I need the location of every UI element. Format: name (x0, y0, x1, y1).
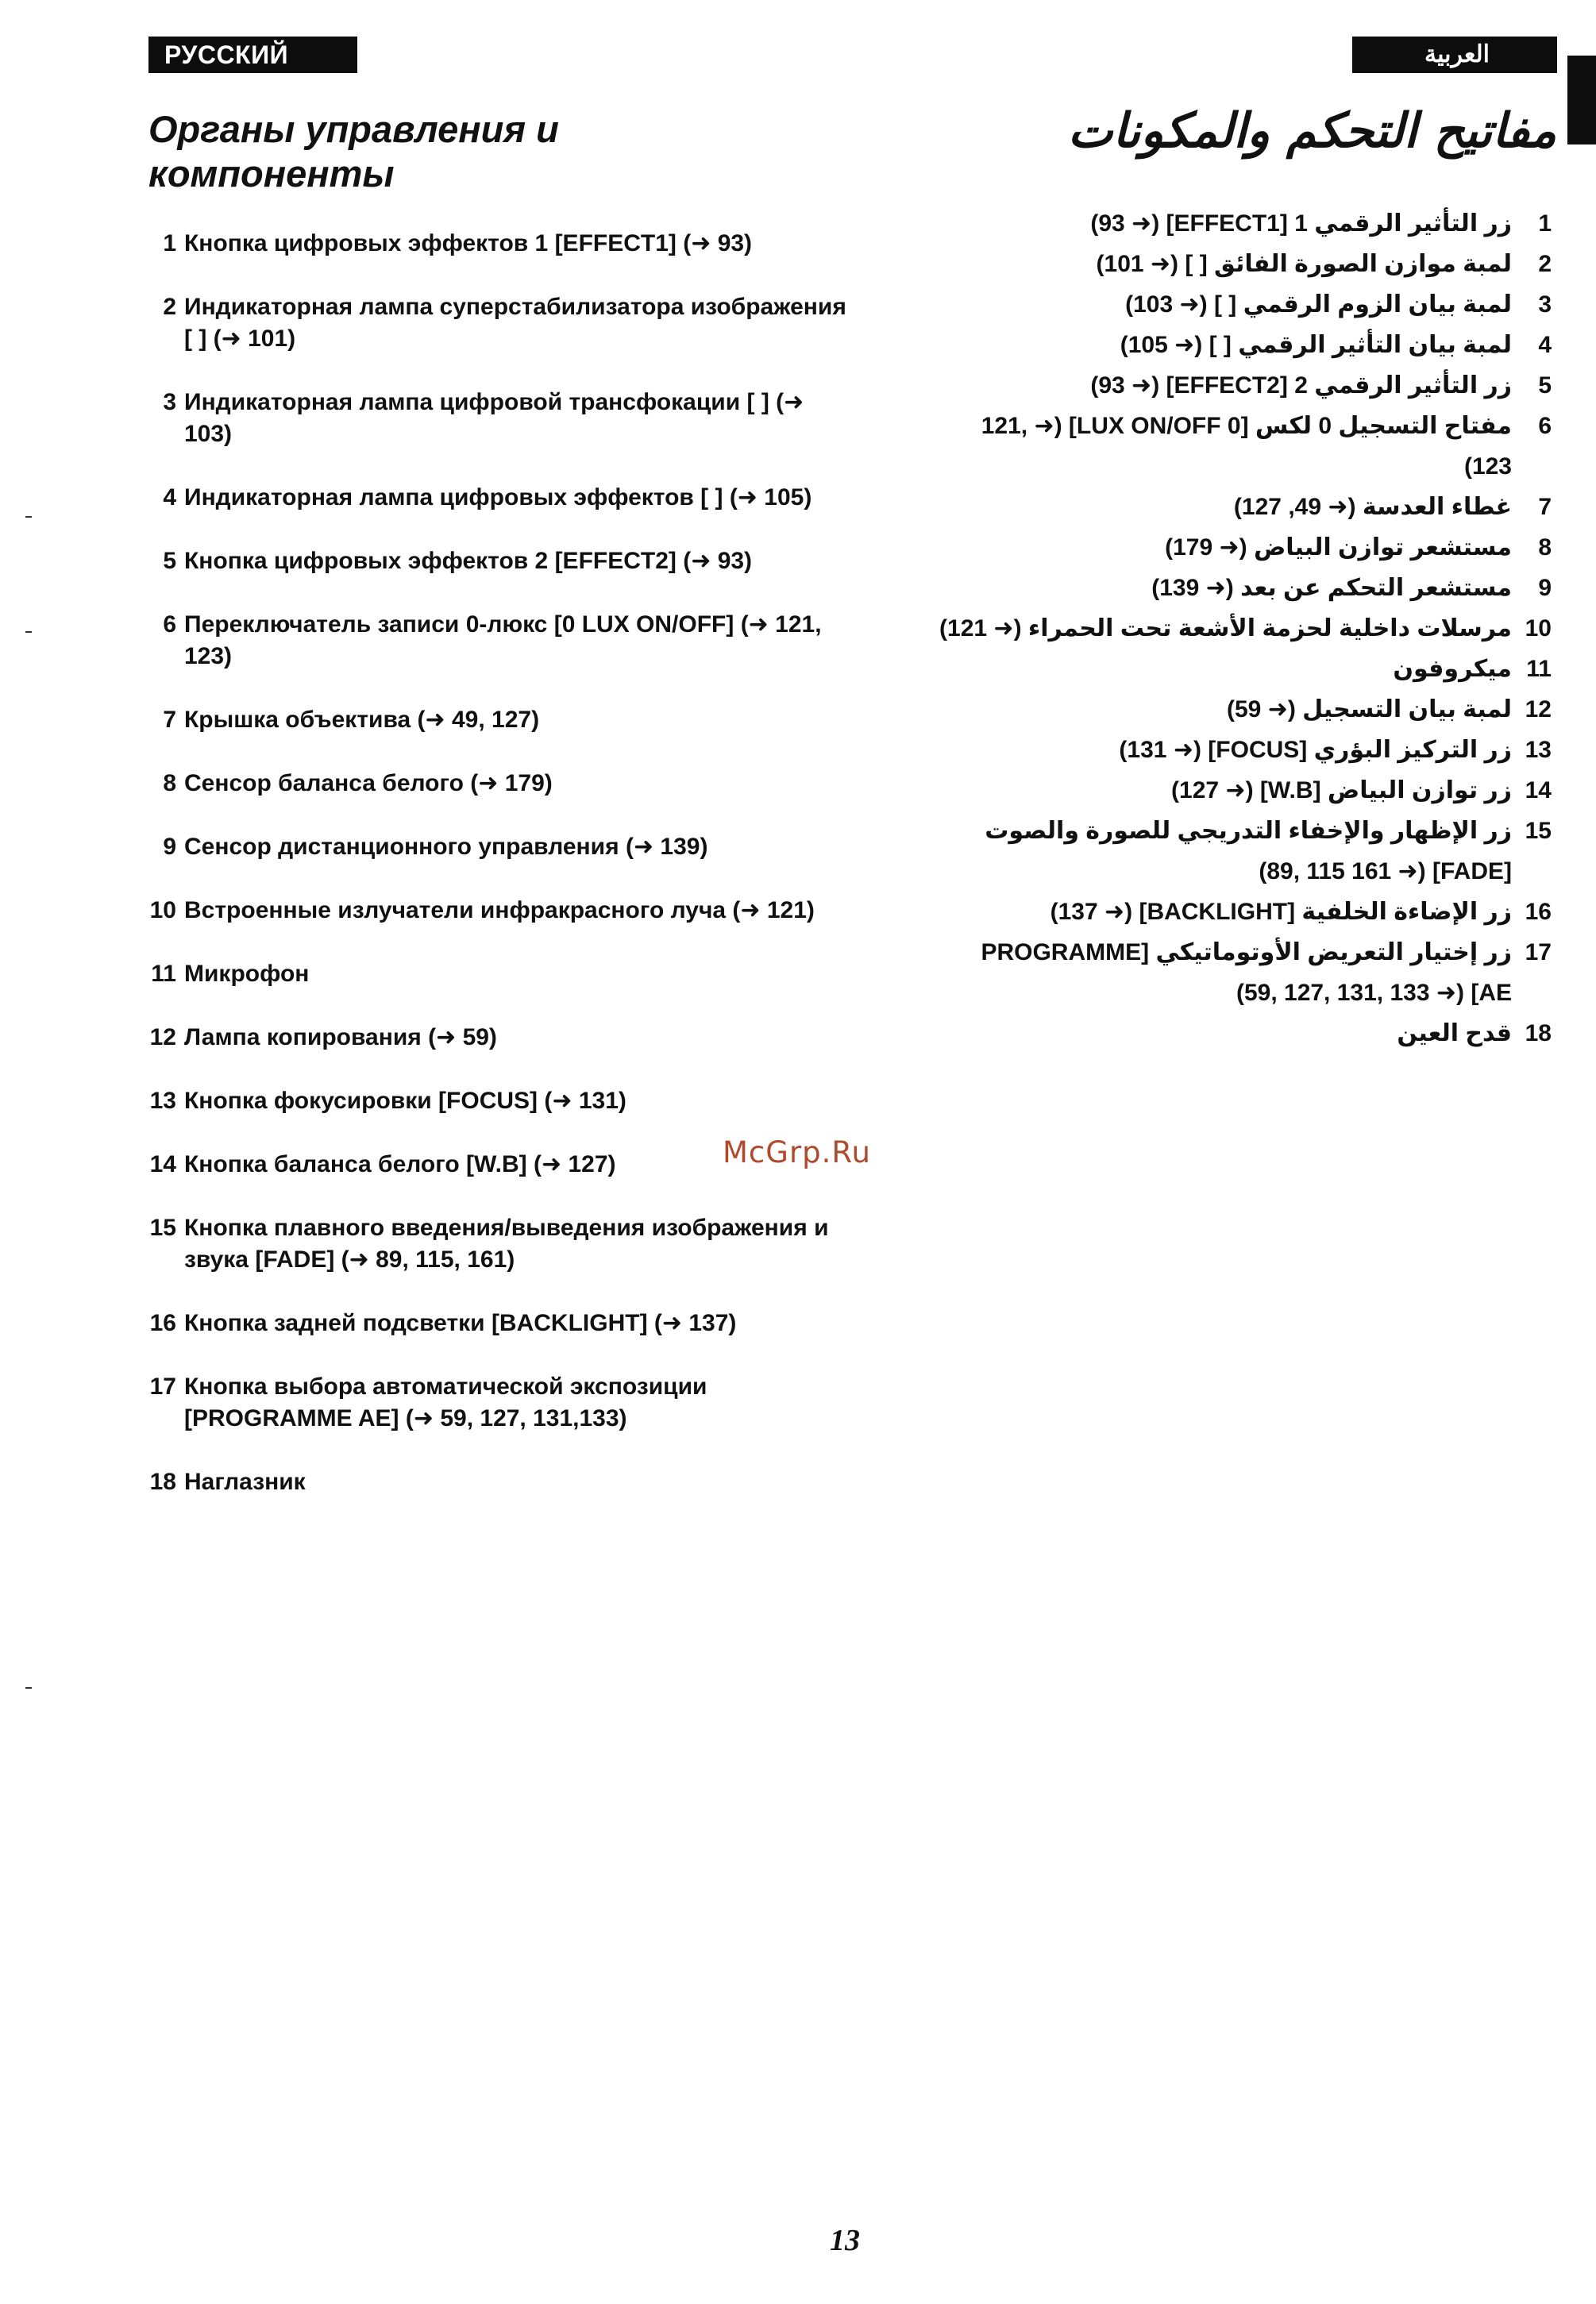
item-number: 13 (149, 1088, 176, 1114)
list-item (143, 291, 858, 355)
item-number: 18 (149, 1469, 176, 1495)
item-number: 7 (1538, 494, 1552, 520)
list-item (937, 487, 1552, 527)
language-badge-arabic: العربية (1352, 37, 1557, 73)
item-number: 8 (163, 770, 176, 796)
item-text: Индикаторная лампа цифровой трансфокации [ ] (➜ 103) (184, 389, 804, 447)
item-number: 5 (163, 548, 176, 574)
item-text: Кнопка фокусировки [FOCUS] (➜ 131) (184, 1088, 626, 1114)
russian-component-list (143, 228, 858, 1498)
list-item (143, 1085, 858, 1117)
list-item (937, 730, 1552, 770)
list-item (937, 1013, 1552, 1054)
list-item (143, 1212, 858, 1276)
item-text: لمبة بيان الزوم الرقمي [ ] (➜ 103) (1125, 291, 1512, 318)
page-number: 13 (830, 2224, 860, 2257)
list-item (937, 527, 1552, 568)
margin-tick (25, 1687, 32, 1689)
item-text: مفتاح التسجيل 0 لكس [0 LUX ON/OFF] (➜ 121, 123) (981, 413, 1512, 480)
item-text: لمبة موازن الصورة الفائق [ ] (➜ 101) (1096, 251, 1512, 277)
list-item (143, 387, 858, 450)
list-item (937, 325, 1552, 365)
item-number: 14 (1525, 777, 1552, 803)
list-item (937, 649, 1552, 689)
item-number: 11 (151, 961, 176, 987)
item-number: 10 (149, 897, 176, 923)
item-text: مستشعر توازن البياض (➜ 179) (1165, 534, 1512, 561)
item-number: 16 (1525, 899, 1552, 925)
item-text: زر التأثير الرقمي 2 [EFFECT2] (➜ 93) (1090, 372, 1512, 399)
item-number: 17 (1525, 939, 1552, 965)
item-text: Крышка объектива (➜ 49, 127) (184, 707, 540, 733)
list-item (937, 689, 1552, 730)
item-text: لمبة بيان التسجيل (➜ 59) (1226, 696, 1512, 722)
list-item (937, 244, 1552, 284)
item-text: Кнопка баланса белого [W.B] (➜ 127) (184, 1151, 616, 1177)
item-text: زر التأثير الرقمي 1 [EFFECT1] (➜ 93) (1090, 210, 1512, 237)
item-text: ميكروفون (1393, 656, 1512, 682)
item-text: غطاء العدسة (➜ 49, 127) (1233, 494, 1512, 520)
list-item (143, 609, 858, 672)
item-number: 1 (1538, 210, 1552, 237)
list-item (937, 932, 1552, 1013)
list-item (937, 284, 1552, 325)
item-number: 18 (1525, 1020, 1552, 1046)
item-text: Лампа копирования (➜ 59) (184, 1024, 497, 1050)
item-number: 12 (1525, 696, 1552, 722)
list-item (937, 406, 1552, 487)
item-number: 10 (1525, 615, 1552, 641)
list-item (143, 768, 858, 799)
list-item (143, 545, 858, 577)
item-text: Микрофон (184, 961, 310, 987)
item-number: 1 (163, 230, 176, 256)
item-text: Кнопка плавного введения/выведения изображения и звука [FADE] (➜ 89, 115, 161) (184, 1215, 829, 1273)
list-item (937, 892, 1552, 932)
list-item (143, 1371, 858, 1435)
item-text: زر إختيار التعريض الأوتوماتيكي [PROGRAMME AE] (➜ 59, 127, 131, 133) (981, 939, 1512, 1006)
item-number: 7 (163, 707, 176, 733)
edge-tab-marker (1567, 56, 1596, 144)
item-number: 15 (149, 1215, 176, 1241)
item-text: زر الإضاءة الخلفية [BACKLIGHT] (➜ 137) (1050, 899, 1512, 925)
list-item (937, 568, 1552, 608)
item-text: Кнопка цифровых эффектов 2 [EFFECT2] (➜ 93) (184, 548, 753, 574)
arabic-component-list (937, 203, 1552, 1054)
list-item (937, 811, 1552, 892)
page-title-russian: Органы управления и компоненты (148, 108, 559, 195)
item-text: Кнопка задней подсветки [BACKLIGHT] (➜ 137) (184, 1310, 737, 1336)
item-text: زر التركيز البؤري [FOCUS] (➜ 131) (1119, 737, 1512, 763)
item-number: 9 (163, 834, 176, 860)
list-item (143, 1022, 858, 1054)
item-text: Наглазник (184, 1469, 306, 1495)
list-item (937, 203, 1552, 244)
item-number: 3 (1538, 291, 1552, 318)
item-number: 12 (149, 1024, 176, 1050)
item-number: 2 (163, 294, 176, 320)
list-item (937, 608, 1552, 649)
item-number: 9 (1538, 575, 1552, 601)
list-item (937, 770, 1552, 811)
item-text: زر الإظهار والإخفاء التدريجي للصورة والصوت [FADE] (➜ 89, 115 161) (985, 818, 1512, 884)
item-text: Сенсор дистанционного управления (➜ 139) (184, 834, 708, 860)
list-item (143, 482, 858, 514)
item-text: Встроенные излучатели инфракрасного луча (➜ 121) (184, 897, 815, 923)
item-number: 13 (1525, 737, 1552, 763)
margin-tick (25, 631, 32, 633)
item-number: 6 (1538, 413, 1552, 439)
item-number: 8 (1538, 534, 1552, 561)
item-text: مرسلات داخلية لحزمة الأشعة تحت الحمراء (➜ 121) (939, 615, 1512, 641)
item-number: 4 (163, 484, 176, 511)
item-text: Переключатель записи 0-люкс [0 LUX ON/OFF] (➜ 121, 123) (184, 611, 822, 669)
item-number: 14 (149, 1151, 176, 1177)
list-item (143, 958, 858, 990)
page-title-arabic: مفاتيح التحكم والمكونات (1067, 103, 1556, 159)
item-number: 2 (1538, 251, 1552, 277)
item-text: Кнопка цифровых эффектов 1 [EFFECT1] (➜ 93) (184, 230, 753, 256)
list-item (143, 895, 858, 927)
list-item (143, 831, 858, 863)
item-text: Индикаторная лампа цифровых эффектов [ ] (➜ 105) (184, 484, 812, 511)
item-number: 16 (149, 1310, 176, 1336)
watermark: McGrp.Ru (723, 1135, 871, 1169)
list-item (937, 365, 1552, 406)
item-text: Индикаторная лампа суперстабилизатора изображения [ ] (➜ 101) (184, 294, 846, 352)
item-text: لمبة بيان التأثير الرقمي [ ] (➜ 105) (1120, 332, 1512, 358)
item-text: Кнопка выбора автоматической экспозиции [PROGRAMME AE] (➜ 59, 127, 131,133) (184, 1374, 707, 1431)
item-number: 5 (1538, 372, 1552, 399)
language-badge-russian: РУССКИЙ ЯЗЫК (148, 37, 357, 73)
item-number: 6 (163, 611, 176, 638)
item-number: 15 (1525, 818, 1552, 844)
item-number: 3 (163, 389, 176, 415)
margin-tick (25, 516, 32, 518)
item-text: مستشعر التحكم عن بعد (➜ 139) (1151, 575, 1512, 601)
list-item (143, 1466, 858, 1498)
list-item (143, 228, 858, 260)
list-item (143, 1308, 858, 1339)
item-number: 4 (1538, 332, 1552, 358)
item-number: 17 (149, 1374, 176, 1400)
item-number: 11 (1526, 656, 1552, 682)
item-text: زر توازن البياض [W.B] (➜ 127) (1171, 777, 1512, 803)
item-text: قدح العين (1397, 1020, 1512, 1046)
list-item (143, 704, 858, 736)
item-text: Сенсор баланса белого (➜ 179) (184, 770, 553, 796)
